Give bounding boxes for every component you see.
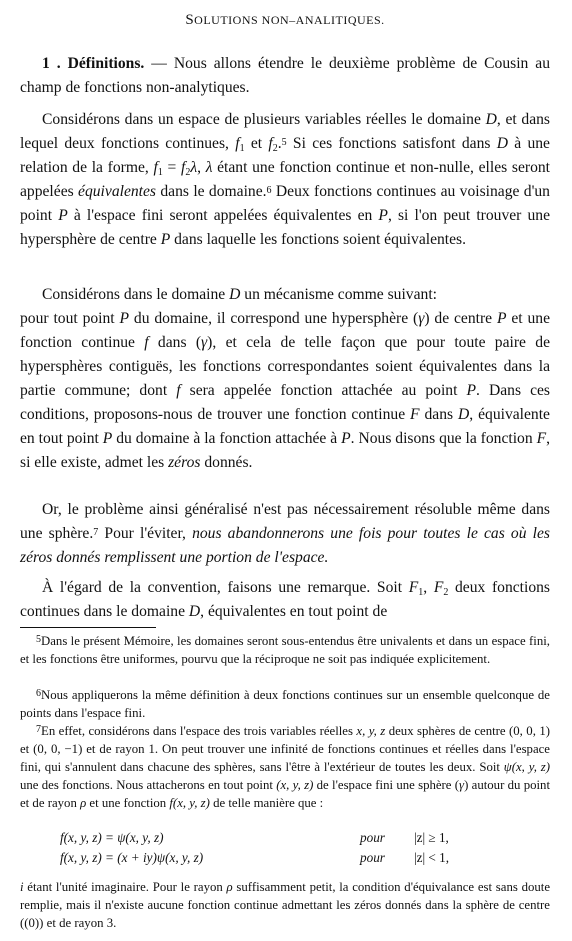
math: D [188,603,201,620]
math: f [235,135,240,152]
text: . Dans ces conditions, proposons-nous de trouver une fonction continue [20,382,551,423]
text: de telle manière que : [209,796,324,810]
math: i [20,880,24,894]
text: , [423,579,434,596]
math: P [496,310,507,327]
text: du domaine, il correspond une hypersphère ( [129,310,419,327]
text: , équivalente en tout point [20,406,550,447]
subscript: 2 [443,587,449,598]
text: , si elle existe, admet les [20,430,551,471]
math: γ [418,310,425,327]
running-head [20,12,550,29]
footnote-mark: 6 [36,688,41,699]
text: une des fonctions. Nous attacherons en tout point [20,778,277,792]
equation-condition: |z| < 1, [414,850,450,865]
text: un mécanisme comme suivant: [240,286,437,303]
footnote-mark: 5 [36,634,41,645]
emphasis: zéros [168,454,201,471]
footnote-rule [20,627,156,628]
text: et [244,135,269,152]
text: dans laquelle les fonctions soient équivalentes. [170,231,467,248]
text: ), et cela de telle façon que pour toute paire de hypersphères contiguës, les fonctions correspondantes soient équivalentes dans la partie commune; dont [20,334,550,399]
equation-pour: pour [360,830,385,845]
math: λ [205,159,213,176]
text: Pour l'éviter, [98,525,193,542]
text: Or, le problème ainsi généralisé n'est pas nécessairement résoluble même dans une sphère. [20,501,550,542]
footnote-mark: 7 [36,724,41,735]
subscript: 1 [239,143,245,154]
section-dash: — [144,55,174,72]
footnote-6 [20,686,550,722]
math: F [410,406,420,423]
text: Deux fonctions continues au voisinage d'un point [20,183,550,224]
math: ρ [226,880,233,894]
math: P [102,430,113,447]
emphasis: équivalentes [78,183,156,200]
text: Considérons dans un espace de plusieurs variables réelles le domaine [42,111,486,128]
paragraph-convention [20,576,550,624]
text: et une fonction continue [20,310,550,351]
equation-condition: |z| ≥ 1, [414,830,449,845]
math: f [153,159,158,176]
paragraph-mechanism [20,283,550,475]
math: (x, y, z) [276,778,314,792]
text: , si l'on peut trouver une hypersphère de centre [20,207,550,248]
footnote-text: Dans le présent Mémoire, les domaines seront sous-entendus être univalents et dans un espace fini, et les fonctions être uniformes, pourvu que la réciproque ne soit pas indiquée explicitement. [20,634,550,666]
math: x, y, z [356,724,386,738]
section-1-paragraph [20,52,550,100]
text: suffisamment petit, la condition d'équivalance est sans doute remplie, mais il n'existe aucune fonction continue admettant les zéros donnés dans la sphère de centre ((0)) et de rayon 3. [20,880,551,930]
text: étant l'unité imaginaire. Pour le rayon [23,880,227,894]
math: P [119,310,130,327]
subscript: 2 [185,167,191,178]
text: deux sphères de centre (0, 0, 1) et (0, 0, −1) et de rayon 1. On peut trouver une infinité de fonctions continues et réelles dans l'espace fini, qui s'annulent dans chacune des sphères, sans l'être à l'extérieur de toutes les deux. Soit [20,724,550,774]
text: , et dans lequel deux fonctions continues, [20,111,550,152]
math: D [496,135,508,152]
text: du domaine à la fonction attachée à [112,430,342,447]
equation-pour: pour [360,850,385,865]
footnote-5 [20,632,550,668]
text: donnés. [200,454,253,471]
section-heading: 1 . Définitions. [42,55,145,72]
text: dans [419,406,459,423]
text: ) autour du point et de rayon [20,778,551,810]
subscript: 2 [272,143,278,154]
math: γ [201,334,208,351]
math: P [58,207,68,224]
math: λ [190,159,198,176]
math: D [458,406,470,423]
math: P [378,207,388,224]
text: , [197,159,206,176]
footnote-text: Nous appliquerons la même définition à deux fonctions continues sur un ensemble quelconque de points dans l'espace fini. [20,688,550,720]
math: P [466,382,477,399]
math: F [408,579,419,596]
math: f [268,135,273,152]
math: f [176,382,181,399]
footnote-ref-5: 5 [281,137,287,148]
math: ρ [80,796,87,810]
math: F [536,430,547,447]
text: sera appelée fonction attachée au point [180,382,467,399]
math: P [341,430,351,447]
text: dans ( [148,334,202,351]
text: . [277,135,282,152]
math: γ [459,778,465,792]
text: à une relation de la forme, [20,135,550,176]
text: . Nous disons que la fonction [350,430,537,447]
math: D [485,111,497,128]
math: F [433,579,444,596]
section-intro-text: Nous allons étendre le deuxième problème de Cousin au champ de fonctions non-analytiques. [20,55,551,96]
text: deux fonctions continues dans le domaine [20,579,551,620]
paragraph-equivalence-definition [20,108,550,252]
text: Si ces fonctions satisfont dans [286,135,497,152]
paragraph-resolubility [20,498,550,570]
text: ) de centre [424,310,497,327]
subscript: 1 [418,587,424,598]
math: f [180,159,186,176]
text: et une fonction [86,796,170,810]
math: f(x, y, z) [169,796,210,810]
text: = [162,159,181,176]
math: D [229,286,241,303]
text: Considérons dans le domaine [42,286,230,303]
text: à l'espace fini seront appelées équivalentes en [67,207,379,224]
subscript: 1 [157,167,163,178]
emphasis: nous abandonnerons une fois pour toutes le cas où les zéros donnés remplissent une portion de l'espace. [20,525,550,566]
math: f [144,334,149,351]
running-head-rest: OLUTIONS NON–ANALITIQUES. [194,13,385,27]
equation-lhs: f(x, y, z) = (x + iy)ψ(x, y, z) [60,850,204,865]
math: ψ(x, y, z) [503,760,550,774]
text: étant une fonction continue et non-nulle, elles seront appelées [20,159,551,200]
text: pour tout point [20,310,120,327]
text: À l'égard de la convention, faisons une remarque. Soit [42,579,409,596]
footnote-7 [20,722,550,812]
text: de l'espace fini une sphère ( [313,778,460,792]
footnote-ref-7: 7 [93,527,99,538]
text: , équivalentes en tout point de [200,603,388,620]
footnote-7-continuation [20,878,550,932]
text: En effet, considérons dans l'espace des trois variables réelles [41,724,357,738]
footnote-ref-6: 6 [266,185,272,196]
text: dans le domaine. [156,183,267,200]
math: P [160,231,171,248]
equation-lhs: f(x, y, z) = ψ(x, y, z) [60,830,164,845]
running-head-initial: S [185,12,195,28]
